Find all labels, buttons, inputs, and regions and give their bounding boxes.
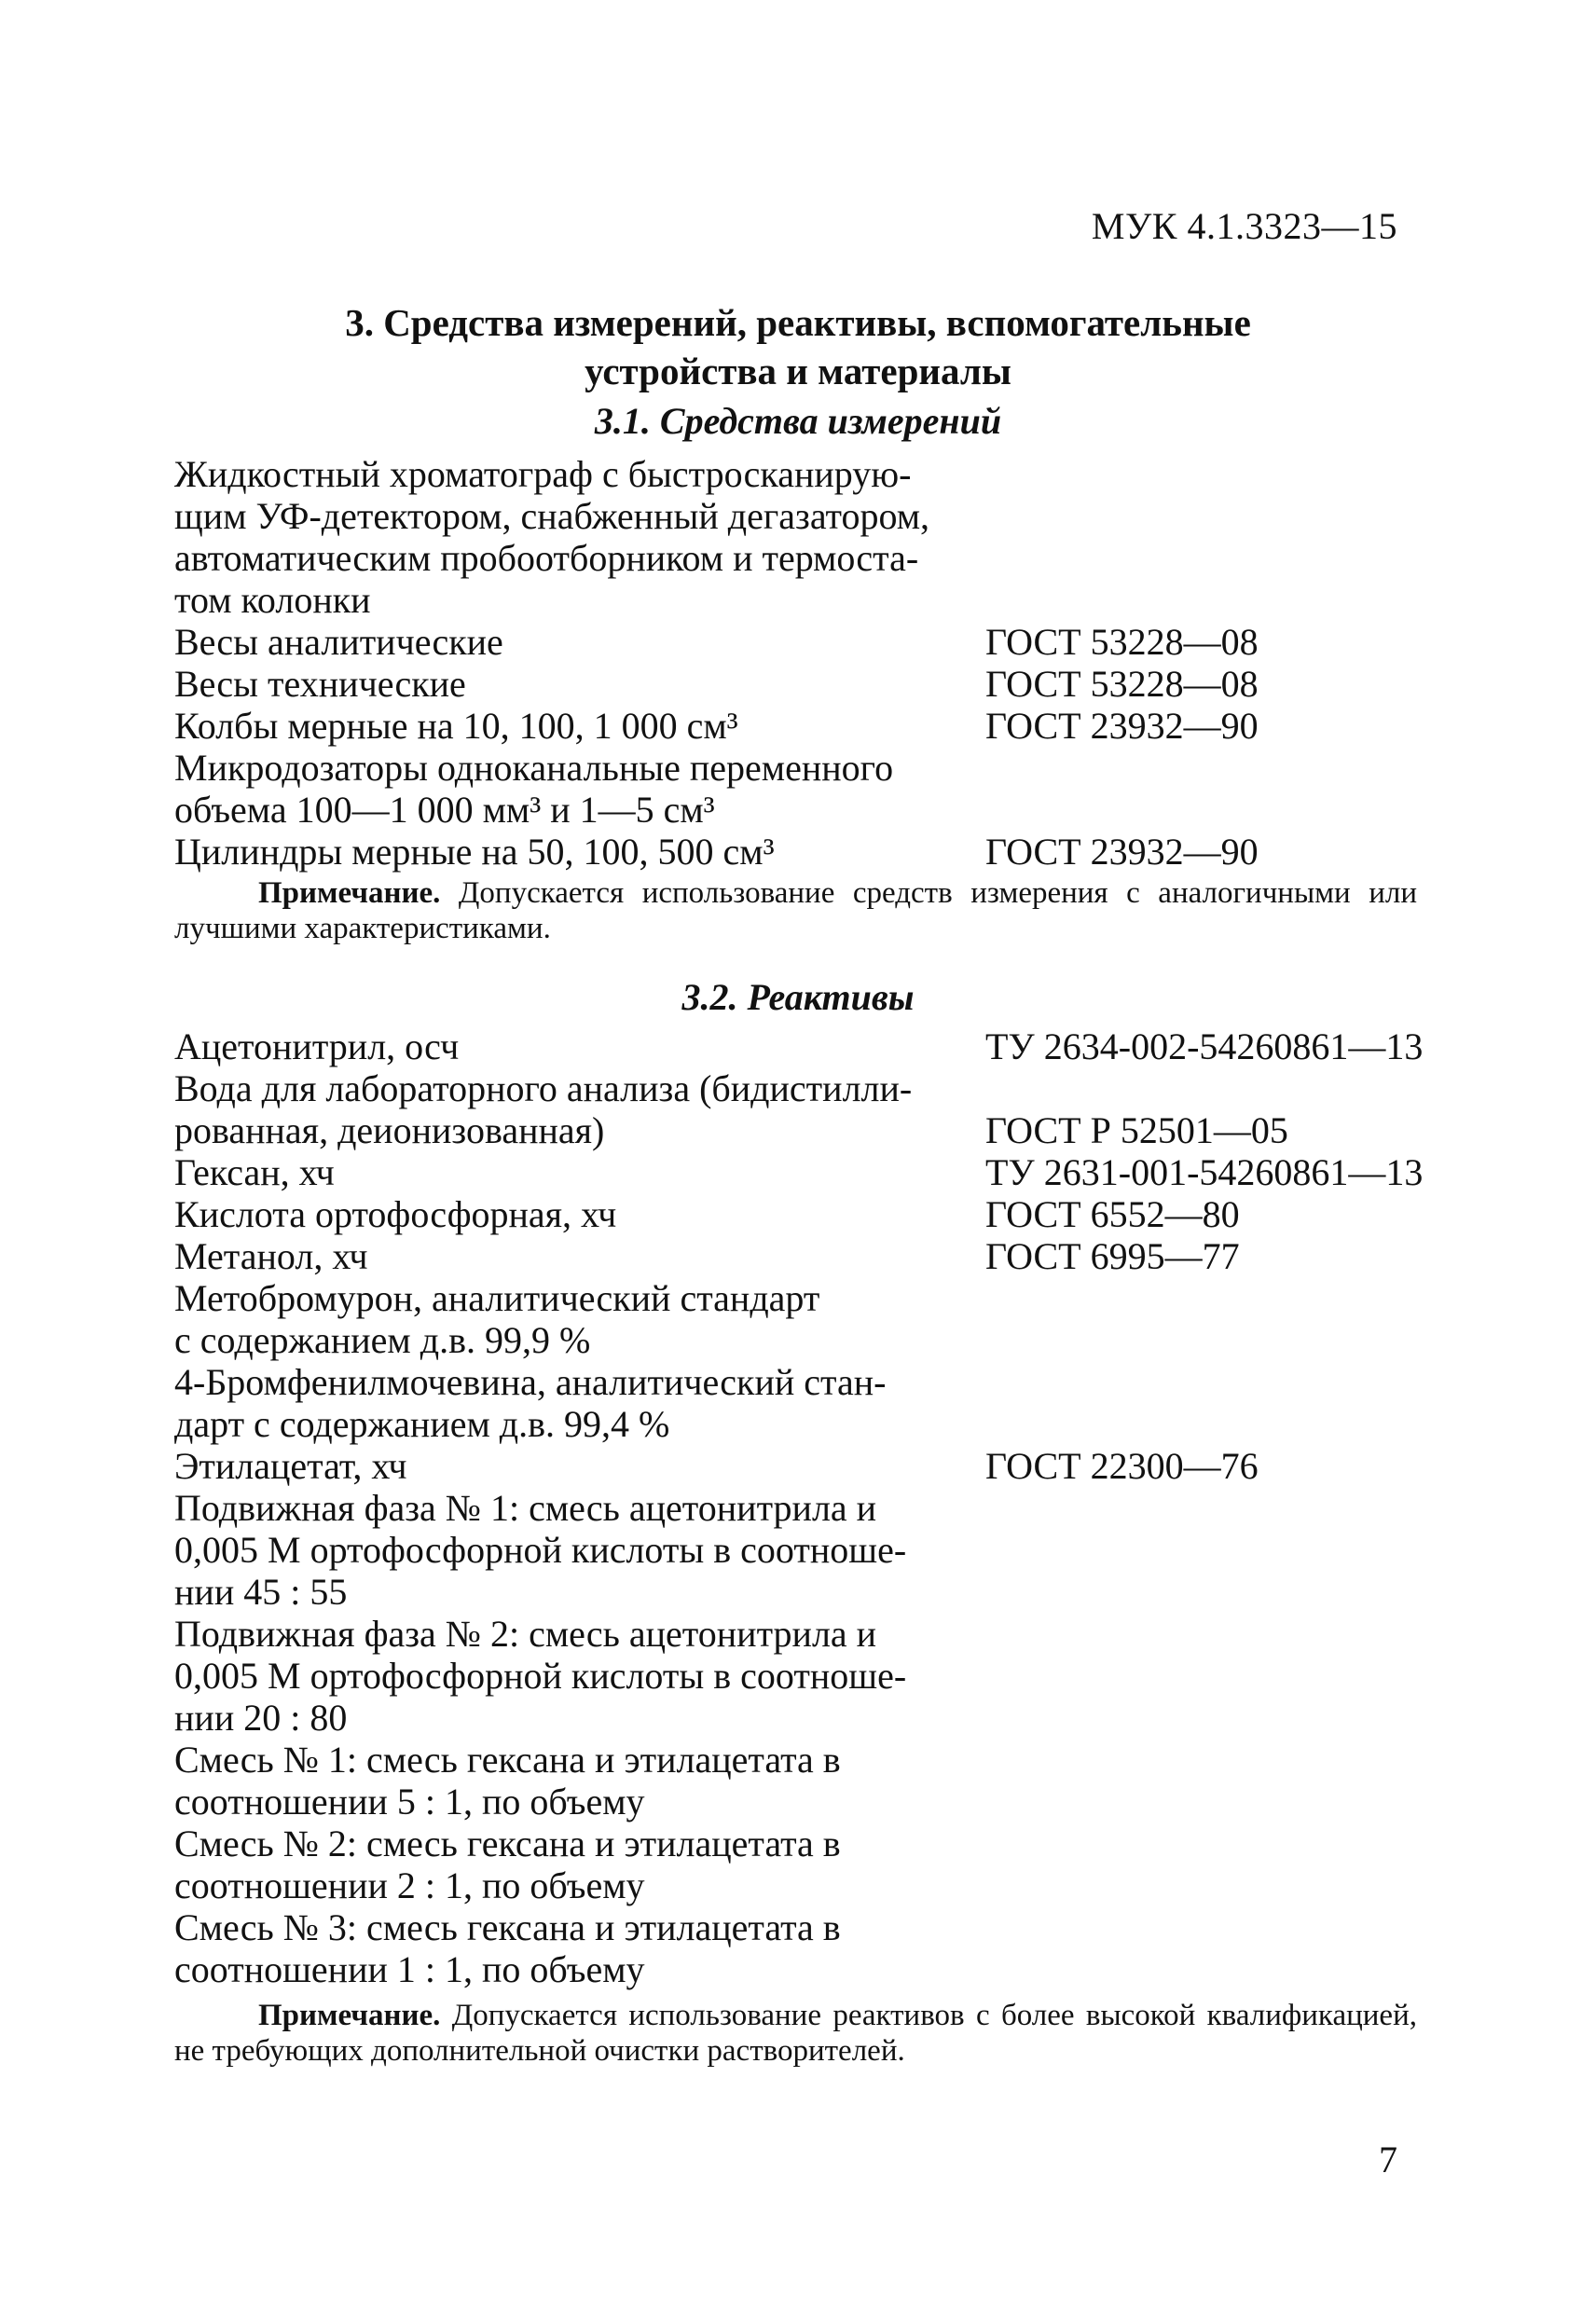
reagent-item xyxy=(174,1067,976,1151)
measuring-item-line: Колбы мерные на 10, 100, 1 000 см³ xyxy=(174,705,738,747)
measuring-item xyxy=(174,621,976,663)
measuring-item-line: Цилиндры мерные на 50, 100, 500 см³ xyxy=(174,831,775,873)
measuring-standard: ГОСТ 53228—08 xyxy=(985,621,1259,663)
reagent-item-line: Подвижная фаза № 2: смесь ацетонитрила и xyxy=(174,1613,877,1655)
note-text: Допускается использование реактивов с более высокой квалификацией, не требующих дополнительной очистки растворителей. xyxy=(174,1999,1417,2068)
reagent-standard: ТУ 2634-002-54260861—13 xyxy=(985,1025,1424,1067)
reagent-item-line: Кислота ортофосфорная, хч xyxy=(174,1193,617,1235)
measuring-standard: ГОСТ 53228—08 xyxy=(985,663,1259,705)
reagent-item xyxy=(174,1823,976,1906)
reagent-item-line: Этилацетат, хч xyxy=(174,1445,407,1487)
reagent-standard: ГОСТ 6995—77 xyxy=(985,1235,1240,1277)
section-title-line1: 3. Средства измерений, реактивы, вспомогательные xyxy=(345,301,1251,344)
reagent-item xyxy=(174,1025,976,1067)
reagent-item xyxy=(174,1487,976,1613)
measuring-note xyxy=(174,875,1417,946)
measuring-standard: ГОСТ 23932—90 xyxy=(985,831,1259,873)
measuring-item-line: Весы аналитические xyxy=(174,621,503,663)
reagent-item-line: Гексан, хч xyxy=(174,1151,335,1193)
reagent-item-line: нии 20 : 80 xyxy=(174,1697,348,1739)
measuring-item-line: объема 100—1 000 мм³ и 1—5 см³ xyxy=(174,789,715,831)
note-label: Примечание. xyxy=(258,876,441,910)
reagent-item xyxy=(174,1613,976,1739)
reagent-item xyxy=(174,1277,976,1361)
reagent-item-line: Смесь № 3: смесь гексана и этилацетата в xyxy=(174,1906,841,1948)
reagent-item-line: Метанол, хч xyxy=(174,1235,368,1277)
reagent-standard: ГОСТ Р 52501—05 xyxy=(985,1109,1288,1151)
document-header-code: МУК 4.1.3323—15 xyxy=(1091,205,1397,247)
measuring-item xyxy=(174,831,976,873)
measuring-item-line: щим УФ-детектором, снабженный дегазатором, xyxy=(174,495,930,537)
measuring-item-line: Весы технические xyxy=(174,663,466,705)
reagent-item-line: соотношении 1 : 1, по объему xyxy=(174,1948,645,1990)
reagent-item-line: соотношении 5 : 1, по объему xyxy=(174,1781,645,1823)
reagent-item xyxy=(174,1235,976,1277)
reagent-item xyxy=(174,1445,976,1487)
reagent-item-line: Смесь № 2: смесь гексана и этилацетата в xyxy=(174,1823,841,1864)
reagent-item-line: Метобромурон, аналитический стандарт xyxy=(174,1277,820,1319)
reagents-subtitle: 3.2. Реактивы xyxy=(681,976,915,1018)
measuring-subtitle: 3.1. Средства измерений xyxy=(594,400,1002,442)
reagent-standard: ГОСТ 6552—80 xyxy=(985,1193,1240,1235)
reagent-item-line: Подвижная фаза № 1: смесь ацетонитрила и xyxy=(174,1487,877,1529)
page-number: 7 xyxy=(1379,2139,1397,2180)
reagent-item xyxy=(174,1193,976,1235)
reagent-item xyxy=(174,1906,976,1990)
measuring-item-line: Микродозаторы одноканальные переменного xyxy=(174,747,894,789)
measuring-item-line: Жидкостный хроматограф с быстросканирую- xyxy=(174,453,912,495)
reagent-item-line: Вода для лабораторного анализа (бидистилли- xyxy=(174,1067,913,1109)
reagent-standard: ТУ 2631-001-54260861—13 xyxy=(985,1151,1424,1193)
measuring-item xyxy=(174,663,976,705)
note-text: Допускается использование средств измерения с аналогичными или лучшими характеристиками. xyxy=(174,876,1417,945)
reagent-item-line: 4-Бромфенилмочевина, аналитический стан- xyxy=(174,1361,887,1403)
note-label: Примечание. xyxy=(258,1999,441,2032)
measuring-standard: ГОСТ 23932—90 xyxy=(985,705,1259,747)
reagent-item xyxy=(174,1739,976,1823)
measuring-item-line: автоматическим пробоотборником и термоста- xyxy=(174,537,919,579)
reagents-note xyxy=(174,1998,1417,2069)
reagent-item-line: 0,005 М ортофосфорной кислоты в соотноше- xyxy=(174,1655,907,1697)
measuring-item xyxy=(174,453,976,621)
reagent-item-line: дарт с содержанием д.в. 99,4 % xyxy=(174,1403,670,1445)
reagent-item-line: Ацетонитрил, осч xyxy=(174,1025,460,1067)
measuring-item-line: том колонки xyxy=(174,579,371,621)
reagent-item-line: Смесь № 1: смесь гексана и этилацетата в xyxy=(174,1739,841,1781)
reagent-item-line: рованная, деионизованная) xyxy=(174,1109,605,1151)
measuring-item xyxy=(174,705,976,747)
reagent-item xyxy=(174,1151,976,1193)
section-title-line2: устройства и материалы xyxy=(585,350,1011,392)
reagent-item-line: соотношении 2 : 1, по объему xyxy=(174,1864,645,1906)
reagent-item xyxy=(174,1361,976,1445)
section-title xyxy=(0,298,1596,395)
measuring-item xyxy=(174,747,976,831)
reagent-item-line: с содержанием д.в. 99,9 % xyxy=(174,1319,591,1361)
reagent-item-line: 0,005 М ортофосфорной кислоты в соотноше- xyxy=(174,1529,907,1571)
reagent-item-line: нии 45 : 55 xyxy=(174,1571,348,1613)
reagent-standard: ГОСТ 22300—76 xyxy=(985,1445,1259,1487)
